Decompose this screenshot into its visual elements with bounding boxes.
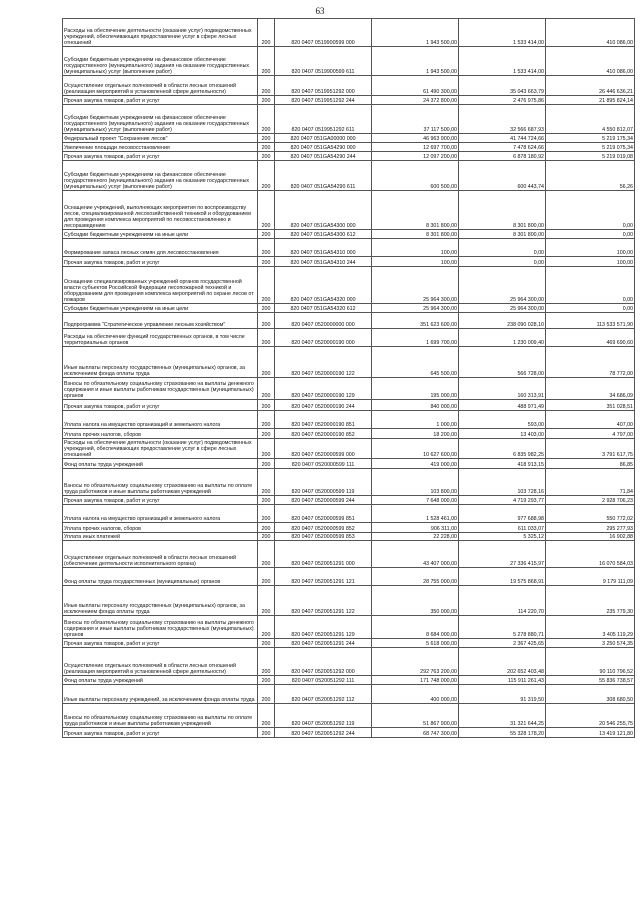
row-approved-amount-cell: 5 618 000,00 bbox=[372, 639, 459, 648]
row-classification-code-cell: 820 0407 0520051292 000 bbox=[275, 648, 372, 676]
row-unexecuted-amount-cell: 5 219 175,34 bbox=[546, 134, 635, 143]
row-name-cell: Иные выплаты персоналу учреждений, за исключением фонда оплаты труда bbox=[63, 685, 258, 704]
row-classification-code-cell: 820 0407 0520000599 119 bbox=[275, 469, 372, 496]
row-unexecuted-amount-cell: 295 277,93 bbox=[546, 523, 635, 533]
row-executed-amount-cell: 4 719 293,77 bbox=[459, 496, 546, 505]
row-executed-amount-cell: 35 043 663,79 bbox=[459, 76, 546, 96]
row-classification-code-cell: 820 0407 0520000190 129 bbox=[275, 378, 372, 400]
row-executed-amount-cell: 2 476 975,86 bbox=[459, 96, 546, 105]
row-name-cell: Фонд оплаты труда учреждений bbox=[63, 459, 258, 469]
row-unexecuted-amount-cell: 469 690,60 bbox=[546, 329, 635, 347]
row-name-cell: Прочая закупка товаров, работ и услуг bbox=[63, 639, 258, 648]
row-name-cell: Уплата прочих налогов, сборов bbox=[63, 429, 258, 439]
row-approved-amount-cell: 1 528 461,00 bbox=[372, 505, 459, 523]
row-name-cell: Осуществление отдельных полномочий в области лесных отношений (обеспечение деятельности исполнительного органа) bbox=[63, 541, 258, 568]
row-admin-code-cell: 200 bbox=[258, 616, 275, 639]
row-admin-code-cell: 200 bbox=[258, 411, 275, 429]
table-row bbox=[63, 533, 635, 541]
row-admin-code-cell: 200 bbox=[258, 96, 275, 105]
table-row bbox=[63, 639, 635, 648]
table-row bbox=[63, 586, 635, 616]
row-unexecuted-amount-cell: 0,00 bbox=[546, 230, 635, 239]
row-unexecuted-amount-cell: 56,26 bbox=[546, 161, 635, 191]
row-unexecuted-amount-cell: 351 028,51 bbox=[546, 400, 635, 411]
row-name-cell: Уплата налога на имущество организаций и земельного налога bbox=[63, 505, 258, 523]
row-name-cell: Субсидии бюджетным учреждениям на иные цели bbox=[63, 304, 258, 313]
row-classification-code-cell: 820 0407 0520000599 244 bbox=[275, 496, 372, 505]
row-approved-amount-cell: 1 699 700,00 bbox=[372, 329, 459, 347]
row-classification-code-cell: 820 0407 051GA00000 000 bbox=[275, 134, 372, 143]
row-executed-amount-cell: 91 319,50 bbox=[459, 685, 546, 704]
row-classification-code-cell: 820 0407 0520051291 122 bbox=[275, 586, 372, 616]
row-executed-amount-cell: 593,00 bbox=[459, 411, 546, 429]
row-admin-code-cell: 200 bbox=[258, 105, 275, 134]
row-executed-amount-cell: 566 728,00 bbox=[459, 347, 546, 378]
table-row bbox=[63, 523, 635, 533]
row-approved-amount-cell: 350 000,00 bbox=[372, 586, 459, 616]
row-name-cell: Прочая закупка товаров, работ и услуг bbox=[63, 400, 258, 411]
row-executed-amount-cell: 115 911 261,43 bbox=[459, 676, 546, 685]
row-admin-code-cell: 200 bbox=[258, 648, 275, 676]
row-executed-amount-cell: 1 230 009,40 bbox=[459, 329, 546, 347]
row-admin-code-cell: 200 bbox=[258, 568, 275, 586]
row-admin-code-cell: 200 bbox=[258, 496, 275, 505]
table-row bbox=[63, 257, 635, 267]
row-name-cell: Фонд оплаты труда государственных (муниципальных) органов bbox=[63, 568, 258, 586]
table-row bbox=[63, 648, 635, 676]
row-classification-code-cell: 820 0407 0520051292 112 bbox=[275, 685, 372, 704]
row-executed-amount-cell: 6 835 982,25 bbox=[459, 439, 546, 459]
row-approved-amount-cell: 1 943 500,00 bbox=[372, 47, 459, 76]
row-classification-code-cell: 820 0407 0520000190 122 bbox=[275, 347, 372, 378]
row-name-cell: Оснащение учреждений, выполняющих мероприятия по воспроизводству лесов, специализированной лесохозяйственной техникой и оборудованием для проведения комплекса мероприятий по лесовосстановлению и лесоразведению bbox=[63, 191, 258, 230]
row-approved-amount-cell: 8 684 000,00 bbox=[372, 616, 459, 639]
row-unexecuted-amount-cell: 26 446 636,21 bbox=[546, 76, 635, 96]
row-approved-amount-cell: 22 228,00 bbox=[372, 533, 459, 541]
table-row bbox=[63, 239, 635, 257]
row-admin-code-cell: 200 bbox=[258, 347, 275, 378]
row-name-cell: Расходы на обеспечение функций государственных органов, в том числе территориальных органов bbox=[63, 329, 258, 347]
row-unexecuted-amount-cell: 71,84 bbox=[546, 469, 635, 496]
row-unexecuted-amount-cell: 3 250 574,35 bbox=[546, 639, 635, 648]
row-executed-amount-cell: 103 728,16 bbox=[459, 469, 546, 496]
row-classification-code-cell: 820 0407 0520000000 000 bbox=[275, 313, 372, 329]
row-unexecuted-amount-cell: 3 791 617,75 bbox=[546, 439, 635, 459]
row-unexecuted-amount-cell: 16 070 584,03 bbox=[546, 541, 635, 568]
row-unexecuted-amount-cell: 235 779,30 bbox=[546, 586, 635, 616]
row-admin-code-cell: 200 bbox=[258, 541, 275, 568]
row-unexecuted-amount-cell: 100,00 bbox=[546, 257, 635, 267]
table-row bbox=[63, 304, 635, 313]
row-name-cell: Взносы по обязательному социальному страхованию на выплаты по оплате труда работников и иные выплаты работникам учреждений bbox=[63, 704, 258, 728]
row-admin-code-cell: 200 bbox=[258, 304, 275, 313]
row-classification-code-cell: 820 0407 0520000190 000 bbox=[275, 329, 372, 347]
row-name-cell: Иные выплаты персоналу государственных (муниципальных) органов, за исключением фонда оплаты труда bbox=[63, 586, 258, 616]
row-unexecuted-amount-cell: 13 419 121,80 bbox=[546, 728, 635, 738]
row-admin-code-cell: 200 bbox=[258, 505, 275, 523]
row-executed-amount-cell: 2 367 425,65 bbox=[459, 639, 546, 648]
row-unexecuted-amount-cell: 0,00 bbox=[546, 267, 635, 304]
row-admin-code-cell: 200 bbox=[258, 161, 275, 191]
row-approved-amount-cell: 100,00 bbox=[372, 239, 459, 257]
row-approved-amount-cell: 171 748 000,00 bbox=[372, 676, 459, 685]
row-unexecuted-amount-cell: 410 086,00 bbox=[546, 47, 635, 76]
row-admin-code-cell: 200 bbox=[258, 191, 275, 230]
row-executed-amount-cell: 27 336 415,97 bbox=[459, 541, 546, 568]
row-unexecuted-amount-cell: 100,00 bbox=[546, 239, 635, 257]
row-unexecuted-amount-cell: 550 772,02 bbox=[546, 505, 635, 523]
row-admin-code-cell: 200 bbox=[258, 429, 275, 439]
row-approved-amount-cell: 351 623 600,00 bbox=[372, 313, 459, 329]
table-row bbox=[63, 496, 635, 505]
row-admin-code-cell: 200 bbox=[258, 76, 275, 96]
row-name-cell: Субсидии бюджетным учреждениям на финансовое обеспечение государственного (муниципального) задания на оказание государственных (муниципальных) услуг (выполнение работ) bbox=[63, 161, 258, 191]
row-name-cell: Уплата прочих налогов, сборов bbox=[63, 523, 258, 533]
row-classification-code-cell: 820 0407 0519951292 244 bbox=[275, 96, 372, 105]
row-approved-amount-cell: 100,00 bbox=[372, 257, 459, 267]
row-executed-amount-cell: 19 575 868,91 bbox=[459, 568, 546, 586]
row-executed-amount-cell: 0,00 bbox=[459, 257, 546, 267]
row-name-cell: Прочая закупка товаров, работ и услуг bbox=[63, 96, 258, 105]
row-approved-amount-cell: 37 117 500,00 bbox=[372, 105, 459, 134]
row-classification-code-cell: 820 0407 0519900599 000 bbox=[275, 19, 372, 47]
row-executed-amount-cell: 5 278 880,71 bbox=[459, 616, 546, 639]
row-name-cell: Взносы по обязательному социальному страхованию на выплаты по оплате труда работников и иные выплаты работникам учреждений bbox=[63, 469, 258, 496]
row-unexecuted-amount-cell: 113 533 571,90 bbox=[546, 313, 635, 329]
table-row bbox=[63, 704, 635, 728]
table-row bbox=[63, 152, 635, 161]
row-unexecuted-amount-cell: 21 895 824,14 bbox=[546, 96, 635, 105]
table-row bbox=[63, 411, 635, 429]
row-approved-amount-cell: 10 627 600,00 bbox=[372, 439, 459, 459]
table-row bbox=[63, 230, 635, 239]
row-admin-code-cell: 200 bbox=[258, 239, 275, 257]
row-admin-code-cell: 200 bbox=[258, 639, 275, 648]
row-approved-amount-cell: 7 648 000,00 bbox=[372, 496, 459, 505]
table-row bbox=[63, 329, 635, 347]
row-classification-code-cell: 820 0407 0520000599 853 bbox=[275, 533, 372, 541]
row-name-cell: Увеличение площади лесовосстановления bbox=[63, 143, 258, 152]
row-classification-code-cell: 820 0407 0520000190 244 bbox=[275, 400, 372, 411]
row-approved-amount-cell: 906 311,00 bbox=[372, 523, 459, 533]
row-approved-amount-cell: 61 490 300,00 bbox=[372, 76, 459, 96]
row-unexecuted-amount-cell: 55 836 738,57 bbox=[546, 676, 635, 685]
row-unexecuted-amount-cell: 5 219 075,34 bbox=[546, 143, 635, 152]
row-executed-amount-cell: 25 964 300,00 bbox=[459, 304, 546, 313]
row-classification-code-cell: 820 0407 051GA54290 244 bbox=[275, 152, 372, 161]
row-approved-amount-cell: 400 000,00 bbox=[372, 685, 459, 704]
row-approved-amount-cell: 25 964 300,00 bbox=[372, 267, 459, 304]
table-row bbox=[63, 616, 635, 639]
row-classification-code-cell: 820 0407 0520051291 000 bbox=[275, 541, 372, 568]
row-name-cell: Субсидии бюджетным учреждениям на иные цели bbox=[63, 230, 258, 239]
row-classification-code-cell: 820 0407 0520051291 244 bbox=[275, 639, 372, 648]
row-approved-amount-cell: 8 301 800,00 bbox=[372, 230, 459, 239]
row-admin-code-cell: 200 bbox=[258, 152, 275, 161]
row-name-cell: Оснащение специализированных учреждений органов государственной власти субъектов Российской Федерации лесопожарной техникой и оборудованием для проведения комплекса мероприятий по охране лесов от пожаров bbox=[63, 267, 258, 304]
table-row bbox=[63, 96, 635, 105]
row-admin-code-cell: 200 bbox=[258, 523, 275, 533]
row-unexecuted-amount-cell: 86,85 bbox=[546, 459, 635, 469]
row-unexecuted-amount-cell: 9 179 111,09 bbox=[546, 568, 635, 586]
row-approved-amount-cell: 292 763 200,00 bbox=[372, 648, 459, 676]
table-row bbox=[63, 728, 635, 738]
row-classification-code-cell: 820 0407 0519951292 611 bbox=[275, 105, 372, 134]
row-admin-code-cell: 200 bbox=[258, 400, 275, 411]
row-classification-code-cell: 820 0407 0520000190 851 bbox=[275, 411, 372, 429]
row-executed-amount-cell: 41 744 724,66 bbox=[459, 134, 546, 143]
table-row bbox=[63, 105, 635, 134]
row-approved-amount-cell: 68 747 300,00 bbox=[372, 728, 459, 738]
row-executed-amount-cell: 8 301 800,00 bbox=[459, 230, 546, 239]
row-admin-code-cell: 200 bbox=[258, 134, 275, 143]
row-name-cell: Субсидии бюджетным учреждениям на финансовое обеспечение государственного (муниципального) задания на оказание государственных (муниципальных) услуг (выполнение работ) bbox=[63, 105, 258, 134]
table-row bbox=[63, 191, 635, 230]
row-admin-code-cell: 200 bbox=[258, 47, 275, 76]
row-approved-amount-cell: 25 964 300,00 bbox=[372, 304, 459, 313]
table-row bbox=[63, 47, 635, 76]
row-unexecuted-amount-cell: 0,00 bbox=[546, 304, 635, 313]
row-classification-code-cell: 820 0407 0520000190 852 bbox=[275, 429, 372, 439]
row-name-cell: Прочая закупка товаров, работ и услуг bbox=[63, 257, 258, 267]
row-name-cell: Расходы на обеспечение деятельности (оказание услуг) подведомственных учреждений, обеспечивающих предоставление услуг в сфере лесных отношений bbox=[63, 439, 258, 459]
page-number: 63 bbox=[315, 6, 325, 16]
row-name-cell: Субсидии бюджетным учреждениям на финансовое обеспечение государственного (муниципального) задания на оказание государственных (муниципальных) услуг (выполнение работ) bbox=[63, 47, 258, 76]
row-classification-code-cell: 820 0407 0520051291 121 bbox=[275, 568, 372, 586]
table-row bbox=[63, 161, 635, 191]
table-row bbox=[63, 313, 635, 329]
row-classification-code-cell: 820 0407 0519951292 000 bbox=[275, 76, 372, 96]
row-unexecuted-amount-cell: 4 797,00 bbox=[546, 429, 635, 439]
row-classification-code-cell: 820 0407 051GA54300 612 bbox=[275, 230, 372, 239]
table-row bbox=[63, 347, 635, 378]
row-approved-amount-cell: 195 000,00 bbox=[372, 378, 459, 400]
table-row bbox=[63, 685, 635, 704]
row-executed-amount-cell: 0,00 bbox=[459, 239, 546, 257]
row-admin-code-cell: 200 bbox=[258, 676, 275, 685]
row-executed-amount-cell: 1 533 414,00 bbox=[459, 47, 546, 76]
row-classification-code-cell: 820 0407 0520000599 000 bbox=[275, 439, 372, 459]
row-classification-code-cell: 820 0407 051GA54300 000 bbox=[275, 191, 372, 230]
row-unexecuted-amount-cell: 34 686,09 bbox=[546, 378, 635, 400]
row-executed-amount-cell: 600 443,74 bbox=[459, 161, 546, 191]
row-admin-code-cell: 200 bbox=[258, 143, 275, 152]
row-executed-amount-cell: 1 533 414,00 bbox=[459, 19, 546, 47]
row-classification-code-cell: 820 0407 051GA54290 000 bbox=[275, 143, 372, 152]
row-classification-code-cell: 820 0407 051GA54310 000 bbox=[275, 239, 372, 257]
row-approved-amount-cell: 12 697 700,00 bbox=[372, 143, 459, 152]
table-row bbox=[63, 76, 635, 96]
row-executed-amount-cell: 55 328 178,20 bbox=[459, 728, 546, 738]
table-row bbox=[63, 676, 635, 685]
row-approved-amount-cell: 8 301 800,00 bbox=[372, 191, 459, 230]
row-approved-amount-cell: 645 500,00 bbox=[372, 347, 459, 378]
row-approved-amount-cell: 600 500,00 bbox=[372, 161, 459, 191]
row-classification-code-cell: 820 0407 0520000599 851 bbox=[275, 505, 372, 523]
row-approved-amount-cell: 18 200,00 bbox=[372, 429, 459, 439]
row-unexecuted-amount-cell: 2 928 706,23 bbox=[546, 496, 635, 505]
table-row bbox=[63, 429, 635, 439]
row-approved-amount-cell: 24 372 800,00 bbox=[372, 96, 459, 105]
row-admin-code-cell: 200 bbox=[258, 257, 275, 267]
row-classification-code-cell: 820 0407 0520051292 119 bbox=[275, 704, 372, 728]
row-executed-amount-cell: 202 652 403,48 bbox=[459, 648, 546, 676]
row-approved-amount-cell: 28 755 000,00 bbox=[372, 568, 459, 586]
row-approved-amount-cell: 103 800,00 bbox=[372, 469, 459, 496]
row-executed-amount-cell: 13 403,00 bbox=[459, 429, 546, 439]
row-admin-code-cell: 200 bbox=[258, 230, 275, 239]
row-unexecuted-amount-cell: 16 902,88 bbox=[546, 533, 635, 541]
row-executed-amount-cell: 6 878 180,92 bbox=[459, 152, 546, 161]
report-table-body bbox=[63, 19, 635, 738]
row-classification-code-cell: 820 0407 0520051292 111 bbox=[275, 676, 372, 685]
row-admin-code-cell: 200 bbox=[258, 728, 275, 738]
row-admin-code-cell: 200 bbox=[258, 378, 275, 400]
row-admin-code-cell: 200 bbox=[258, 439, 275, 459]
row-admin-code-cell: 200 bbox=[258, 267, 275, 304]
row-classification-code-cell: 820 0407 051GA54320 000 bbox=[275, 267, 372, 304]
row-classification-code-cell: 820 0407 0520000599 852 bbox=[275, 523, 372, 533]
row-name-cell: Взносы по обязательному социальному страхованию на выплаты денежного содержания и иные выплаты работникам государственных (муниципальных) органов bbox=[63, 616, 258, 639]
row-executed-amount-cell: 8 301 800,00 bbox=[459, 191, 546, 230]
row-classification-code-cell: 820 0407 0519900599 611 bbox=[275, 47, 372, 76]
row-classification-code-cell: 820 0407 051GA54310 244 bbox=[275, 257, 372, 267]
row-classification-code-cell: 820 0407 0520051292 244 bbox=[275, 728, 372, 738]
row-name-cell: Уплата налога на имущество организаций и земельного налога bbox=[63, 411, 258, 429]
row-approved-amount-cell: 1 000,00 bbox=[372, 411, 459, 429]
row-executed-amount-cell: 114 220,70 bbox=[459, 586, 546, 616]
row-admin-code-cell: 200 bbox=[258, 459, 275, 469]
row-admin-code-cell: 200 bbox=[258, 469, 275, 496]
row-executed-amount-cell: 7 478 624,66 bbox=[459, 143, 546, 152]
table-row bbox=[63, 505, 635, 523]
row-approved-amount-cell: 12 097 200,00 bbox=[372, 152, 459, 161]
row-approved-amount-cell: 840 000,00 bbox=[372, 400, 459, 411]
row-approved-amount-cell: 46 963 900,00 bbox=[372, 134, 459, 143]
table-row bbox=[63, 143, 635, 152]
row-unexecuted-amount-cell: 5 219 019,08 bbox=[546, 152, 635, 161]
row-admin-code-cell: 200 bbox=[258, 533, 275, 541]
row-name-cell: Осуществление отдельных полномочий в области лесных отношений (реализация мероприятий в установленной сфере деятельности) bbox=[63, 76, 258, 96]
row-executed-amount-cell: 611 033,07 bbox=[459, 523, 546, 533]
row-name-cell: Формирование запаса лесных семян для лесовосстановления bbox=[63, 239, 258, 257]
table-row bbox=[63, 378, 635, 400]
budget-report-table bbox=[62, 18, 635, 738]
row-classification-code-cell: 820 0407 051GA54290 611 bbox=[275, 161, 372, 191]
row-name-cell: Федеральный проект "Сохранение лесов" bbox=[63, 134, 258, 143]
row-admin-code-cell: 200 bbox=[258, 704, 275, 728]
table-row bbox=[63, 439, 635, 459]
row-executed-amount-cell: 32 566 687,93 bbox=[459, 105, 546, 134]
row-unexecuted-amount-cell: 4 550 812,07 bbox=[546, 105, 635, 134]
row-classification-code-cell: 820 0407 051GA54320 612 bbox=[275, 304, 372, 313]
table-row bbox=[63, 469, 635, 496]
row-name-cell: Прочая закупка товаров, работ и услуг bbox=[63, 496, 258, 505]
row-approved-amount-cell: 43 407 000,00 bbox=[372, 541, 459, 568]
row-unexecuted-amount-cell: 20 546 255,75 bbox=[546, 704, 635, 728]
row-name-cell: Взносы по обязательному социальному страхованию на выплаты денежного содержания и иные выплаты работникам государственных (муниципальных) органов bbox=[63, 378, 258, 400]
row-admin-code-cell: 200 bbox=[258, 313, 275, 329]
row-executed-amount-cell: 160 313,91 bbox=[459, 378, 546, 400]
row-admin-code-cell: 200 bbox=[258, 329, 275, 347]
table-row bbox=[63, 459, 635, 469]
table-row bbox=[63, 400, 635, 411]
row-approved-amount-cell: 419 000,00 bbox=[372, 459, 459, 469]
row-name-cell: Расходы на обеспечение деятельности (оказание услуг) подведомственных учреждений, обеспечивающих предоставление услуг в сфере лесных отношений bbox=[63, 19, 258, 47]
row-name-cell: Прочая закупка товаров, работ и услуг bbox=[63, 152, 258, 161]
row-executed-amount-cell: 238 090 028,10 bbox=[459, 313, 546, 329]
row-unexecuted-amount-cell: 308 680,50 bbox=[546, 685, 635, 704]
row-unexecuted-amount-cell: 3 405 119,29 bbox=[546, 616, 635, 639]
row-classification-code-cell: 820 0407 0520051291 129 bbox=[275, 616, 372, 639]
row-unexecuted-amount-cell: 407,00 bbox=[546, 411, 635, 429]
row-executed-amount-cell: 5 325,12 bbox=[459, 533, 546, 541]
row-unexecuted-amount-cell: 90 110 796,52 bbox=[546, 648, 635, 676]
row-unexecuted-amount-cell: 78 772,00 bbox=[546, 347, 635, 378]
row-admin-code-cell: 200 bbox=[258, 19, 275, 47]
row-name-cell: Иные выплаты персоналу государственных (муниципальных) органов, за исключением фонда оплаты труда bbox=[63, 347, 258, 378]
row-unexecuted-amount-cell: 410 086,00 bbox=[546, 19, 635, 47]
row-approved-amount-cell: 51 867 900,00 bbox=[372, 704, 459, 728]
row-classification-code-cell: 820 0407 0520000599 111 bbox=[275, 459, 372, 469]
row-name-cell: Подпрограмма "Стратегическое управление лесным хозяйством" bbox=[63, 313, 258, 329]
row-executed-amount-cell: 977 688,98 bbox=[459, 505, 546, 523]
table-row bbox=[63, 134, 635, 143]
table-row bbox=[63, 541, 635, 568]
row-unexecuted-amount-cell: 0,00 bbox=[546, 191, 635, 230]
row-name-cell: Прочая закупка товаров, работ и услуг bbox=[63, 728, 258, 738]
row-name-cell: Уплата иных платежей bbox=[63, 533, 258, 541]
row-executed-amount-cell: 25 964 300,00 bbox=[459, 267, 546, 304]
row-approved-amount-cell: 1 943 500,00 bbox=[372, 19, 459, 47]
row-admin-code-cell: 200 bbox=[258, 586, 275, 616]
table-row bbox=[63, 267, 635, 304]
table-row bbox=[63, 19, 635, 47]
row-name-cell: Осуществление отдельных полномочий в области лесных отношений (реализация мероприятий в установленной сфере деятельности) bbox=[63, 648, 258, 676]
row-executed-amount-cell: 488 971,49 bbox=[459, 400, 546, 411]
table-row bbox=[63, 568, 635, 586]
row-executed-amount-cell: 418 913,15 bbox=[459, 459, 546, 469]
row-name-cell: Фонд оплаты труда учреждений bbox=[63, 676, 258, 685]
row-admin-code-cell: 200 bbox=[258, 685, 275, 704]
row-executed-amount-cell: 31 321 644,25 bbox=[459, 704, 546, 728]
